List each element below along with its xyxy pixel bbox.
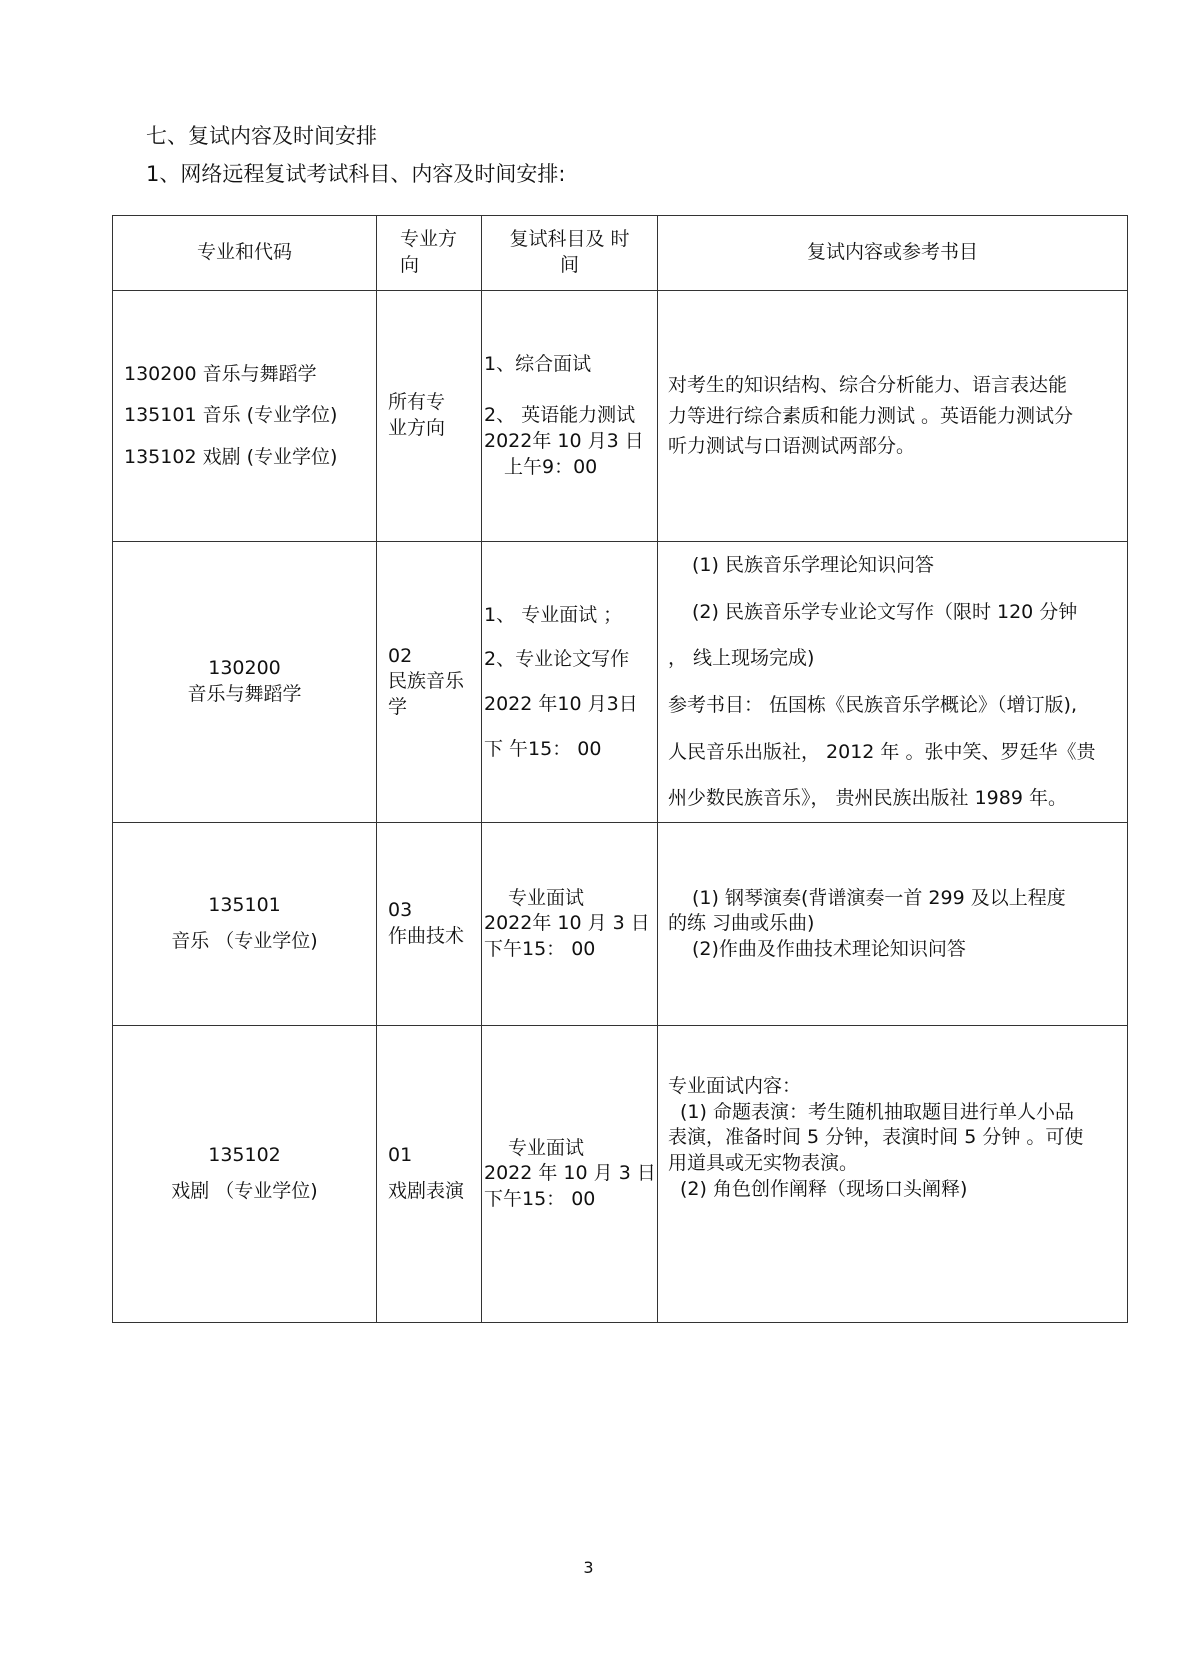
subject-cell: 专业面试 2022 年 10 月 3 日 下午15： 00	[482, 1026, 658, 1323]
content-cell: (1) 民族音乐学理论知识问答 (2) 民族音乐学专业论文写作（限时 120 分钟 ， 线上现场完成) 参考书目： 伍国栋《民族音乐学概论》（增订版), 人民音乐出版社， 2012 年 。张中笑、罗廷华《贵 州少数民族音乐》， 贵州民族出版社 1989 年。	[658, 542, 1128, 823]
content-cell: 对考生的知识结构、综合分析能力、语言表达能 力等进行综合素质和能力测试 。英语能力测试分 听力测试与口语测试两部分。	[658, 291, 1128, 542]
header-major: 专业和代码	[113, 216, 377, 291]
subject-cell: 1、 专业面试 ； 2、专业论文写作 2022 年10 月3日 下 午15： 00	[482, 542, 658, 823]
header-subject: 复试科目及 时 间	[482, 216, 658, 291]
page-number: 3	[583, 1558, 594, 1577]
direction-cell: 所有专 业方向	[377, 291, 482, 542]
content-cell: 专业面试内容： (1) 命题表演：考生随机抽取题目进行单人小品 表演，准备时间 5 分钟，表演时间 5 分钟 。可使 用道具或无实物表演。 (2) 角色创作阐释（现场口头阐释)	[658, 1026, 1128, 1323]
major-cell: 135101 音乐 （专业学位)	[113, 823, 377, 1026]
direction-cell: 03 作曲技术	[377, 823, 482, 1026]
subject-cell: 1、综合面试 2、 英语能力测试 2022年 10 月3 日 上午9：00	[482, 291, 658, 542]
header-direction: 专业方 向	[377, 216, 482, 291]
major-cell: 130200 音乐与舞蹈学	[113, 542, 377, 823]
direction-cell: 01 戏剧表演	[377, 1026, 482, 1323]
table-row	[113, 823, 1128, 1026]
header-content: 复试内容或参考书目	[658, 216, 1128, 291]
subsection-title: 1、网络远程复试考试科目、内容及时间安排:	[146, 162, 566, 186]
table-row	[113, 1026, 1128, 1323]
major-cell: 130200 音乐与舞蹈学 135101 音乐 (专业学位) 135102 戏剧 (专业学位)	[113, 291, 377, 542]
schedule-table	[112, 215, 1128, 1323]
section-title: 七、复试内容及时间安排	[146, 124, 377, 148]
direction-cell: 02 民族音乐 学	[377, 542, 482, 823]
major-cell: 135102 戏剧 （专业学位)	[113, 1026, 377, 1323]
subject-cell: 专业面试 2022年 10 月 3 日 下午15： 00	[482, 823, 658, 1026]
table-row	[113, 291, 1128, 542]
table-header-row	[113, 216, 1128, 291]
content-cell: (1) 钢琴演奏(背谱演奏一首 299 及以上程度 的练 习曲或乐曲) (2)作曲及作曲技术理论知识问答	[658, 823, 1128, 1026]
table-row	[113, 542, 1128, 823]
